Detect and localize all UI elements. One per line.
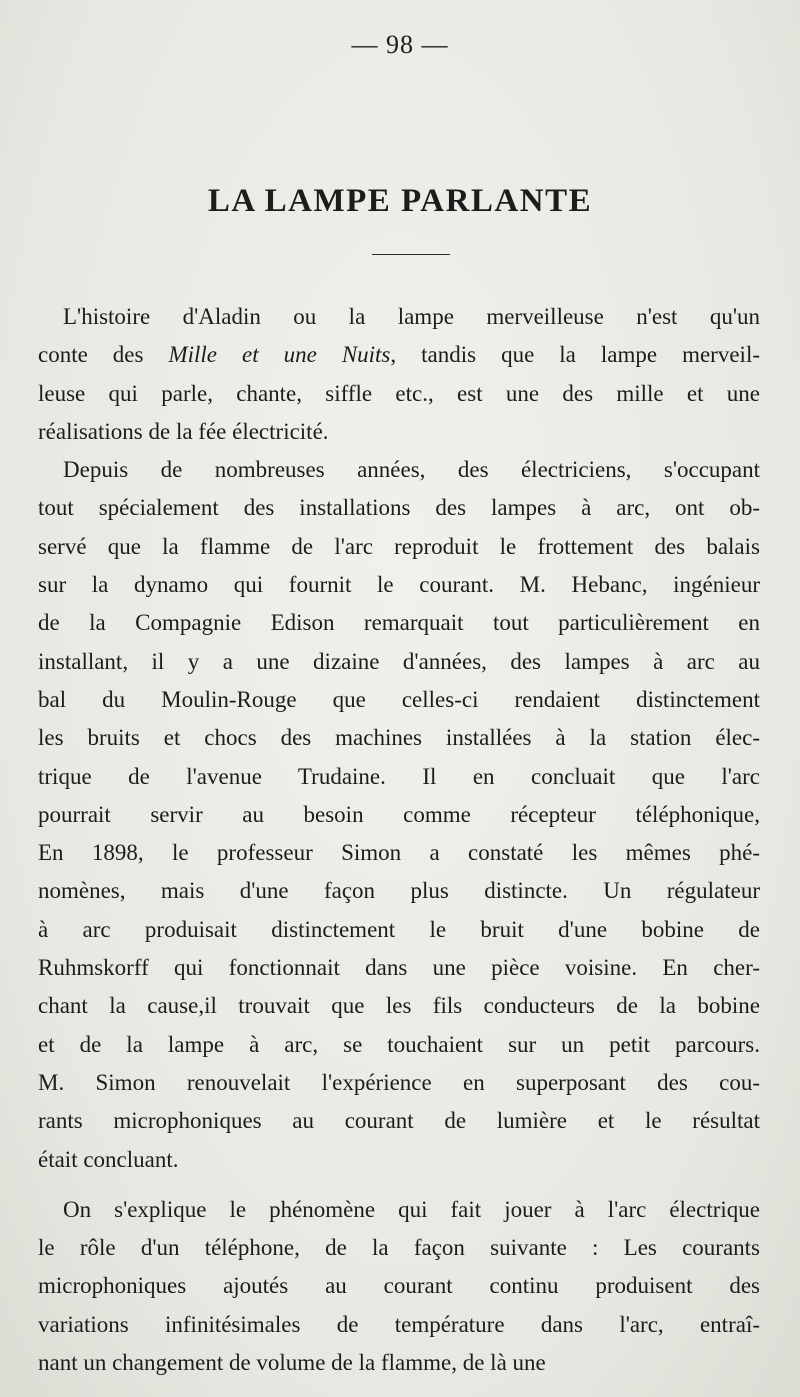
body-text — [38, 298, 760, 1382]
text-line: était concluant. — [38, 1146, 179, 1172]
text-line: rants microphoniques au courant de lumière et le résultat — [38, 1108, 760, 1134]
text-line: microphoniques ajoutés au courant continu produisent des — [38, 1273, 760, 1299]
text-line: nant un changement de volume de la flamme, de là une — [38, 1350, 546, 1376]
text-line: On s'explique le phénomène qui fait jouer à l'arc électrique — [63, 1196, 760, 1222]
paragraph-gap — [38, 1179, 760, 1191]
text-line: à arc produisait distinctement le bruit d'une bobine de — [38, 916, 760, 942]
chapter-title: LA LAMPE PARLANTE — [207, 183, 593, 219]
text-line: et de la lampe à arc, se touchaient sur un petit parcours. — [38, 1031, 760, 1057]
text-line: réalisations de la fée électricité. — [38, 418, 329, 444]
text-line: installant, il y a une dizaine d'années, des lampes à arc au — [38, 648, 760, 674]
title-rule — [372, 254, 450, 255]
text-line: Ruhmskorff qui fonctionnait dans une pièce voisine. En cher- — [38, 955, 760, 981]
paragraph — [38, 451, 760, 1179]
text-line: pourrait servir au besoin comme récepteur téléphonique, — [38, 801, 760, 827]
text-line: les bruits et chocs des machines installées à la station élec- — [38, 725, 760, 751]
text-line: tout spécialement des installations des lampes à arc, ont ob- — [38, 495, 760, 521]
text-line: bal du Moulin-Rouge que celles-ci rendaient distinctement — [38, 686, 760, 712]
italic-title: Mille et une Nuits — [168, 342, 391, 368]
paragraph — [38, 298, 760, 451]
text-line: leuse qui parle, chante, siffle etc., est une des mille et une — [38, 380, 760, 406]
page-number: — 98 — — [351, 30, 449, 59]
text-line: variations infinitésimales de température dans l'arc, entraî- — [38, 1311, 760, 1337]
text-line: Depuis de nombreuses années, des électriciens, s'occupant — [63, 457, 760, 483]
text-line: conte des Mille et une Nuits, tandis que la lampe merveil- — [38, 342, 760, 368]
text-line: de la Compagnie Edison remarquait tout particulièrement en — [38, 610, 760, 636]
text-line: nomènes, mais d'une façon plus distincte. Un régulateur — [38, 878, 760, 904]
text-line: En 1898, le professeur Simon a constaté les mêmes phé- — [38, 840, 760, 866]
text-line: sur la dynamo qui fournit le courant. M. Hebanc, ingénieur — [38, 572, 760, 598]
text-line: trique de l'avenue Trudaine. Il en concluait que l'arc — [38, 763, 760, 789]
text-line: chant la cause,il trouvait que les fils conducteurs de la bobine — [38, 993, 760, 1019]
text-line: L'histoire d'Aladin ou la lampe merveilleuse n'est qu'un — [63, 304, 760, 329]
paragraph — [38, 1191, 760, 1382]
text-line: servé que la flamme de l'arc reproduit le frottement des balais — [38, 533, 760, 559]
text-line: le rôle d'un téléphone, de la façon suivante : Les courants — [38, 1235, 760, 1261]
text-line: M. Simon renouvelait l'expérience en superposant des cou- — [38, 1069, 760, 1095]
